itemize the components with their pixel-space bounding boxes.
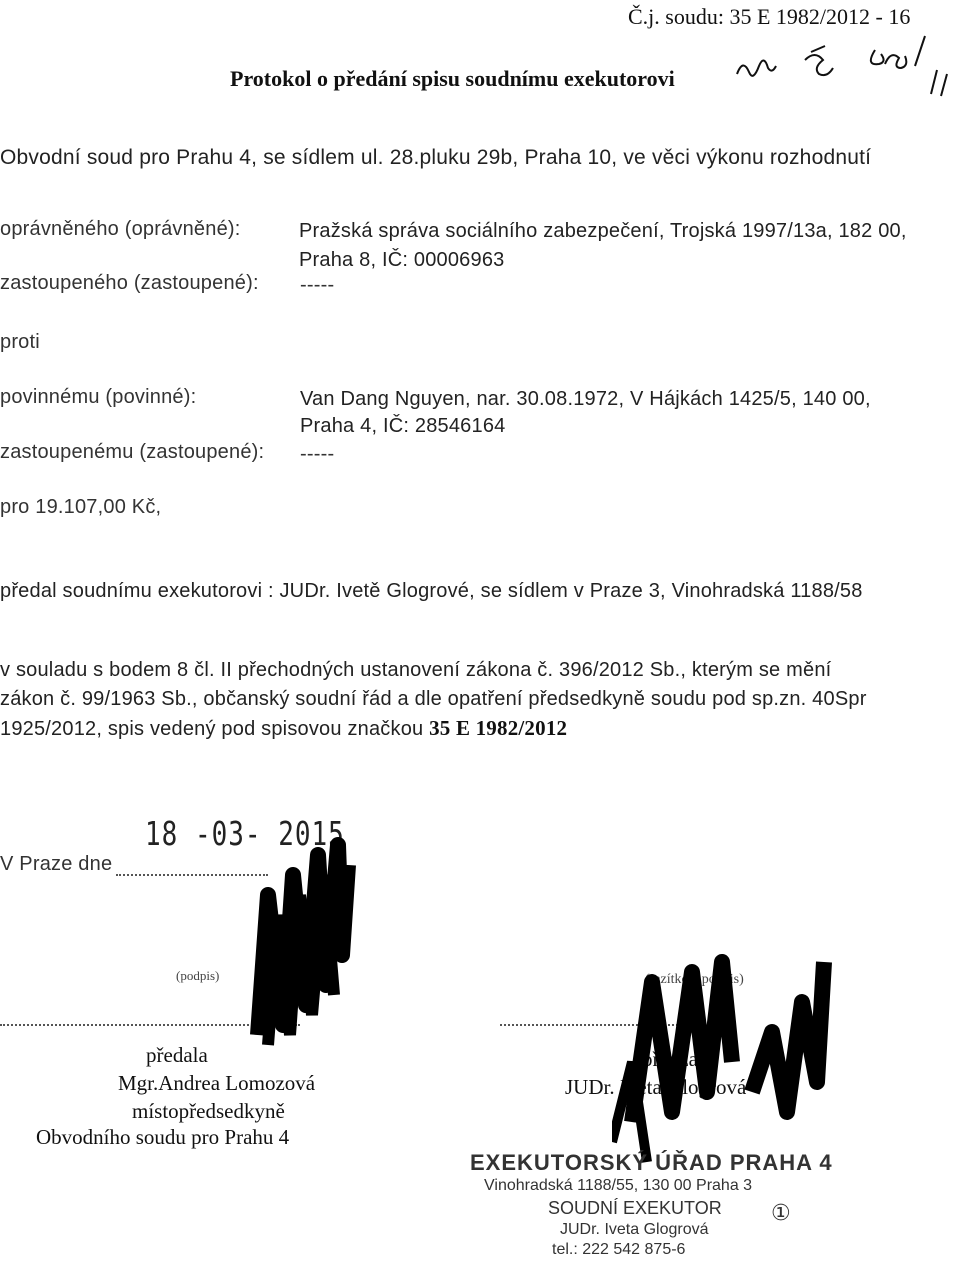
signature-right-role: převzala xyxy=(642,1047,714,1071)
signature-left-position: místopředsedkyně xyxy=(132,1099,285,1123)
handwritten-note xyxy=(725,30,955,100)
obliged-rep-value: ----- xyxy=(300,443,335,465)
date-stamp: 18 -03- 2015 xyxy=(145,816,345,854)
obliged-value-line1: Van Dang Nguyen, nar. 30.08.1972, V Hájkách 1425/5, 140 00, xyxy=(300,388,871,410)
stamp-address: Vinohradská 1188/55, 130 00 Praha 3 xyxy=(484,1177,753,1194)
case-number: Č.j. soudu: 35 E 1982/2012 - 16 xyxy=(628,4,911,29)
entitled-value-line2: Praha 8, IČ: 00006963 xyxy=(299,249,505,271)
entitled-rep-value: ----- xyxy=(300,274,335,296)
entitled-value-line1: Pražská správa sociálního zabezpečení, Trojská 1997/13a, 182 00, xyxy=(299,220,907,242)
stamp-number: ① xyxy=(771,1200,791,1225)
date-dotted-line xyxy=(116,874,268,876)
signature-left-caption: (podpis) xyxy=(176,968,220,983)
stamp-phone: tel.: 222 542 875-6 xyxy=(552,1241,686,1258)
handover-line: předal soudnímu exekutorovi : JUDr. Ivetě Glogrové, se sídlem v Praze 3, Vinohradská 1188/58 xyxy=(0,580,863,602)
stamp-office-name: EXEKUTORSKÝ ÚŘAD PRAHA 4 xyxy=(470,1150,833,1175)
case-reference: 35 E 1982/2012 xyxy=(429,716,568,740)
date-label xyxy=(0,853,268,876)
signature-right-caption: (razítko a podpis) xyxy=(645,972,744,987)
signature-right-line xyxy=(500,1024,730,1026)
paragraph-line3 xyxy=(0,716,567,741)
amount: pro 19.107,00 Kč, xyxy=(0,496,162,518)
page-title: Protokol o předání spisu soudnímu exekutorovi xyxy=(230,66,675,91)
against-label: proti xyxy=(0,331,40,353)
signature-right-name: JUDr. Iveta Glogrová xyxy=(565,1075,747,1099)
stamp-title: SOUDNÍ EXEKUTOR xyxy=(548,1198,722,1218)
signature-left-court: Obvodního soudu pro Prahu 4 xyxy=(36,1125,290,1149)
signature-left-role: předala xyxy=(146,1043,208,1067)
paragraph-line3-text: 1925/2012, spis vedený pod spisovou značkou xyxy=(0,718,430,740)
obliged-rep-label: zastoupenému (zastoupené): xyxy=(0,441,265,463)
paragraph-line1: v souladu s bodem 8 čl. II přechodných ustanovení zákona č. 396/2012 Sb., kterým se mění xyxy=(0,659,832,681)
signature-left-line xyxy=(0,1024,300,1026)
intro-text: Obvodní soud pro Prahu 4, se sídlem ul. 28.pluku 29b, Praha 10, ve věci výkonu rozhodnutí xyxy=(0,146,872,169)
date-label-text: V Praze dne xyxy=(0,853,113,875)
entitled-label: oprávněného (oprávněné): xyxy=(0,218,241,240)
obliged-label: povinnému (povinné): xyxy=(0,386,197,408)
obliged-value-line2: Praha 4, IČ: 28546164 xyxy=(300,415,506,437)
signature-left-name: Mgr.Andrea Lomozová xyxy=(118,1071,316,1095)
paragraph-line2: zákon č. 99/1963 Sb., občanský soudní řád a dle opatření předsedkyně soudu pod sp.zn. 40Spr xyxy=(0,688,867,710)
stamp-executor-name: JUDr. Iveta Glogrová xyxy=(560,1221,709,1238)
entitled-rep-label: zastoupeného (zastoupené): xyxy=(0,272,259,294)
